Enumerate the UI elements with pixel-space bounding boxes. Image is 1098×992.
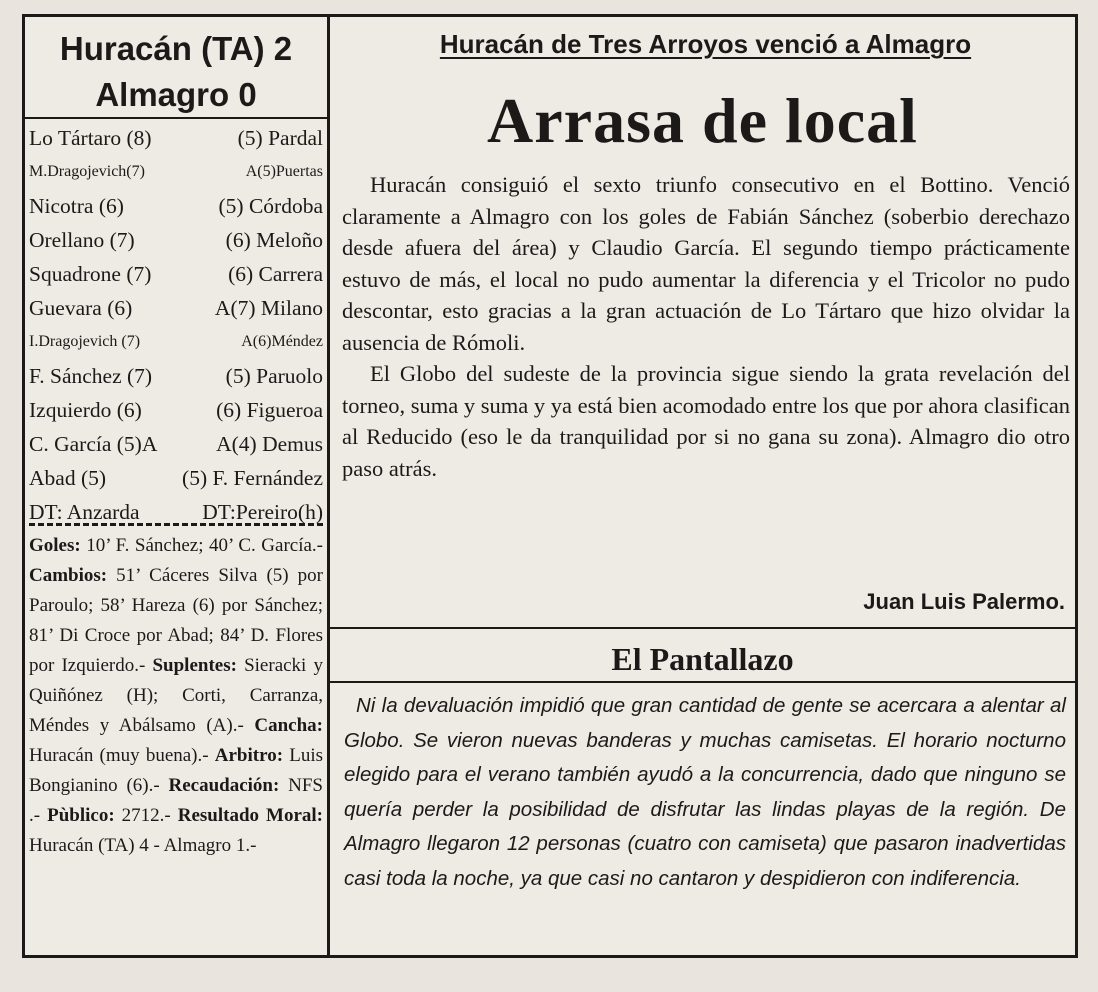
lineup-row [29,121,323,155]
away-score: Almagro 0 [95,76,257,113]
article-kicker: Huracán de Tres Arroyos venció a Almagro [439,29,972,59]
article-headline: Arrasa de local [487,85,918,156]
lineup-row [29,155,323,189]
lineup-row [29,223,323,257]
match-sheet [25,17,327,955]
away-player: (5) F. Fernández [182,466,323,490]
cancha-text: Huracán (muy buena).- [29,745,215,766]
home-player: Orellano (7) [29,228,135,252]
cambios-text: 51’ Cáceres Silva (5) por Paroulo; 58’ Hareza (6) por Sánchez; 81’ Di Croce por Abad; 84’ D. Flores por Izquierdo.- [29,565,323,676]
section-rule-top [330,627,1075,629]
resultado-text: Huracán (TA) 4 - Almagro 1.- [29,835,257,856]
away-player: A(7) Milano [214,296,323,320]
cambios-label: Cambios: [29,565,108,586]
lineups-list [29,121,323,529]
away-player: A(5)Puertas [245,163,323,180]
goles-label: Goles: [29,535,81,556]
pantallazo-text [344,689,1066,896]
score-box [25,17,327,119]
article-author: Juan Luis Palermo. [863,589,1065,614]
publico-label: Pùblico: [47,805,115,826]
home-player: F. Sánchez (7) [29,364,153,388]
resultado-label: Resultado Moral: [177,805,324,826]
lineup-row [29,325,323,359]
pantallazo-title: El Pantallazo [611,641,794,677]
match-details [29,531,323,861]
away-player: (6) Meloño [225,228,323,252]
away-player: A(6)Méndez [241,333,323,350]
article-paragraph: Huracán consiguió el sexto triunfo consecutivo en el Bottino. Venció claramente a Almagro con los goles de Fabián Sánchez (soberbio derechazo desde afuera del área) y Claudio García. El segundo tiempo prácticamente estuvo de más, el local no pudo aumentar la diferencia y el Tricolor no pudo descontar, esto gracias a la gran actuación de Lo Tártaro que hizo olvidar la ausencia de Rómoli. [342,172,1070,355]
home-player: Izquierdo (6) [29,398,142,422]
article-column [330,17,1075,955]
arbitro-text: Luis Bongianino (6).- [29,745,323,796]
home-player: I.Dragojevich (7) [29,333,141,350]
suplentes-text: Sieracki y Quiñónez (H); Corti, Carranza, Méndes y Abálsamo (A).- [29,655,323,736]
goles-text: 10’ F. Sánchez; 40’ C. García.- [80,535,323,556]
home-player: Lo Tártaro (8) [29,126,152,150]
away-player: (5) Córdoba [218,194,323,218]
article-body [342,169,1070,484]
section-rule-bottom [330,681,1075,683]
away-player: (5) Pardal [237,126,323,150]
lineup-row [29,427,323,461]
recaudacion-label: Recaudación: [168,775,280,796]
away-player: (6) Carrera [228,262,323,286]
lineup-row [29,461,323,495]
home-player: DT: Anzarda [29,500,140,524]
arbitro-label: Arbitro: [214,745,284,766]
recaudacion-text: NFS .- [29,775,323,826]
home-player: M.Dragojevich(7) [29,163,145,180]
lineup-row [29,359,323,393]
lineup-row [29,189,323,223]
lineup-row [29,291,323,325]
article-paragraph: El Globo del sudeste de la provincia sigue siendo la grata revelación del torneo, suma y suma y ya está bien acomodado entre los que por ahora clasifican al Reducido (eso le da tranquilidad por si no gana su zona). Almagro dio otro paso atrás. [342,361,1070,481]
home-score: Huracán (TA) 2 [59,30,293,67]
cancha-label: Cancha: [254,715,323,736]
home-player: C. García (5)A [29,432,158,456]
home-player: Nicotra (6) [29,194,124,218]
pantallazo-paragraph: Ni la devaluación impidió que gran cantidad de gente se acercara a alentar al Globo. Se vieron nuevas banderas y muchas camisetas. El horario nocturno elegido para el verano también ayudó a la concurrencia, dado que ninguno se quería perder la posibilidad de disfrutar las lindas playas de la región. De Almagro llegaron 12 personas (cuatro con camiseta) que pasaron inadvertidas casi toda la noche, ya que casi no cantaron y despidieron con indiferencia. [344,694,1066,890]
dashed-separator [29,523,323,526]
newspaper-clipping [22,14,1078,958]
away-player: DT:Pereiro(h) [202,500,323,524]
away-player: (6) Figueroa [216,398,323,422]
home-player: Squadrone (7) [29,262,152,286]
suplentes-label: Suplentes: [152,655,237,676]
away-player: A(4) Demus [216,432,323,456]
lineup-row [29,393,323,427]
lineup-row [29,257,323,291]
away-player: (5) Paruolo [225,364,323,388]
home-player: Guevara (6) [29,296,133,320]
publico-text: 2712.- [114,805,178,826]
home-player: Abad (5) [29,466,107,490]
